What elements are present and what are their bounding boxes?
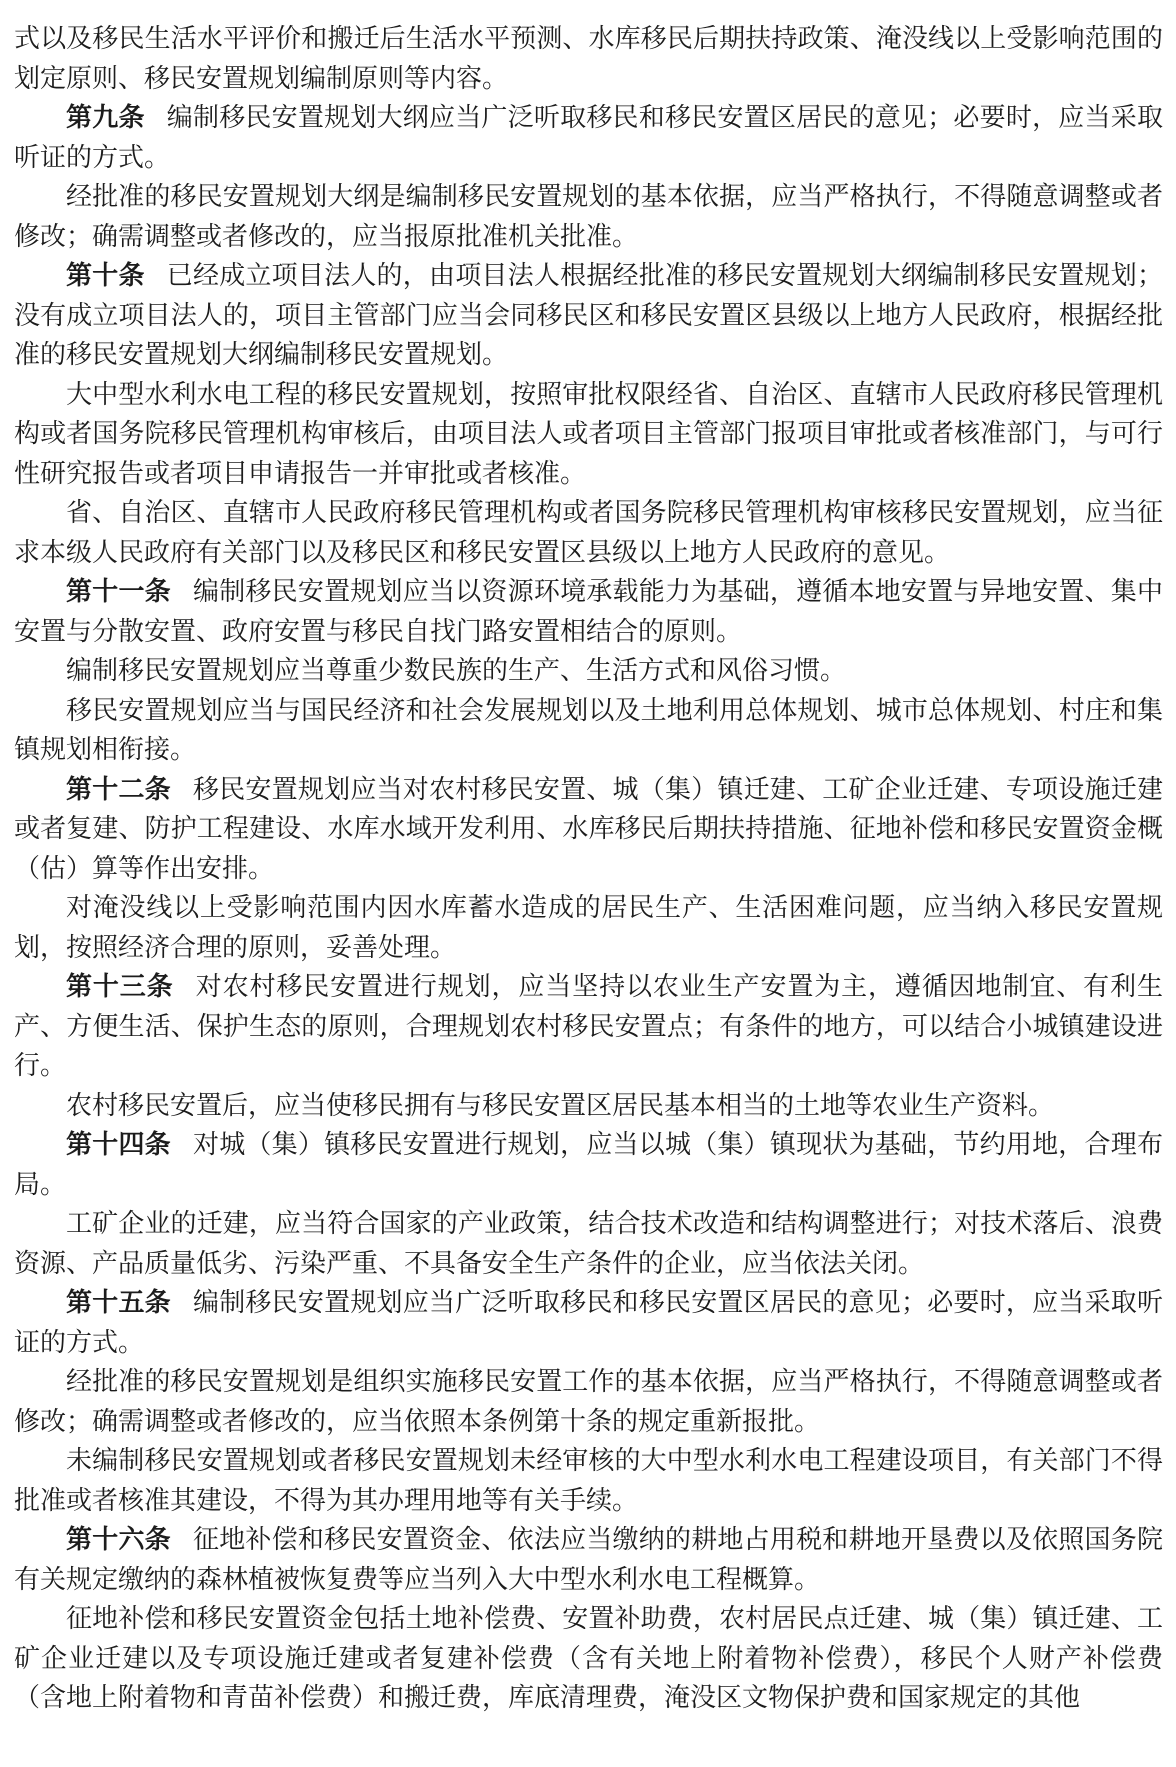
- paragraph-text: 大中型水利水电工程的移民安置规划，按照审批权限经省、自治区、直辖市人民政府移民管理机构或者国务院移民管理机构审核后，由项目法人或者项目主管部门报项目审批或者核准部门，与可行性研究报告或者项目申请报告一并审批或者核准。: [14, 379, 1163, 489]
- paragraph-text: 移民安置规划应当与国民经济和社会发展规划以及土地利用总体规划、城市总体规划、村庄和集镇规划相衔接。: [14, 695, 1163, 765]
- paragraph-text: 对农村移民安置进行规划，应当坚持以农业生产安置为主，遵循因地制宜、有利生产、方便生活、保护生态的原则，合理规划农村移民安置点；有条件的地方，可以结合小城镇建设进行。: [14, 972, 1163, 1081]
- article-number: 第十四条: [66, 1130, 171, 1160]
- paragraph-text: 未编制移民安置规划或者移民安置规划未经审核的大中型水利水电工程建设项目，有关部门不得批准或者核准其建设，不得为其办理用地等有关手续。: [14, 1446, 1163, 1516]
- paragraph: [14, 1126, 1163, 1205]
- paragraph-text: 编制移民安置规划大纲应当广泛听取移民和移民安置区居民的意见；必要时，应当采取听证的方式。: [14, 103, 1163, 173]
- paragraph: [14, 376, 1163, 495]
- paragraph-text: 工矿企业的迁建，应当符合国家的产业政策，结合技术改造和结构调整进行；对技术落后、浪费资源、产品质量低劣、污染严重、不具备安全生产条件的企业，应当依法关闭。: [14, 1209, 1163, 1279]
- paragraph: [14, 257, 1163, 376]
- paragraph-text: 已经成立项目法人的，由项目法人根据经批准的移民安置规划大纲编制移民安置规划；没有成立项目法人的，项目主管部门应当会同移民区和移民安置区县级以上地方人民政府，根据经批准的移民安置规划大纲编制移民安置规划。: [14, 261, 1163, 370]
- article-number: 第十六条: [66, 1525, 171, 1555]
- paragraph-text: 征地补偿和移民安置资金、依法应当缴纳的耕地占用税和耕地开垦费以及依照国务院有关规定缴纳的森林植被恢复费等应当列入大中型水利水电工程概算。: [14, 1525, 1163, 1595]
- paragraph: [14, 652, 1163, 692]
- paragraph: [14, 889, 1163, 968]
- paragraph: [14, 771, 1163, 890]
- paragraph: [14, 1284, 1163, 1363]
- paragraph-text: 经批准的移民安置规划大纲是编制移民安置规划的基本依据，应当严格执行，不得随意调整或者修改；确需调整或者修改的，应当报原批准机关批准。: [14, 182, 1163, 252]
- paragraph: [14, 494, 1163, 573]
- article-number: 第九条: [66, 103, 145, 133]
- article-number: 第十一条: [66, 577, 171, 607]
- article-number: 第十二条: [66, 774, 171, 805]
- paragraph-text: 征地补偿和移民安置资金包括土地补偿费、安置补助费，农村居民点迁建、城（集）镇迁建、工矿企业迁建以及专项设施迁建或者复建补偿费（含有关地上附着物补偿费），移民个人财产补偿费（含地上附着物和青苗补偿费）和搬迁费，库底清理费，淹没区文物保护费和国家规定的其他: [14, 1604, 1163, 1713]
- paragraph-text: 农村移民安置后，应当使移民拥有与移民安置区居民基本相当的土地等农业生产资料。: [66, 1090, 1055, 1121]
- paragraph-text: 经批准的移民安置规划是组织实施移民安置工作的基本依据，应当严格执行，不得随意调整或者修改；确需调整或者修改的，应当依照本条例第十条的规定重新报批。: [14, 1367, 1163, 1437]
- paragraph: [14, 1442, 1163, 1521]
- paragraph-text: 式以及移民生活水平评价和搬迁后生活水平预测、水库移民后期扶持政策、淹没线以上受影响范围的划定原则、移民安置规划编制原则等内容。: [14, 24, 1163, 94]
- paragraph-text: 移民安置规划应当对农村移民安置、城（集）镇迁建、工矿企业迁建、专项设施迁建或者复建、防护工程建设、水库水域开发利用、水库移民后期扶持措施、征地补偿和移民安置资金概（估）算等作出安排。: [14, 774, 1163, 884]
- paragraph: [14, 1205, 1163, 1284]
- paragraph-text: 对城（集）镇移民安置进行规划，应当以城（集）镇现状为基础，节约用地，合理布局。: [14, 1130, 1163, 1200]
- paragraph: [14, 692, 1163, 771]
- paragraph: [14, 20, 1163, 99]
- paragraph: [14, 99, 1163, 178]
- paragraph: [14, 1087, 1163, 1127]
- paragraph: [14, 1363, 1163, 1442]
- paragraph: [14, 1600, 1163, 1719]
- paragraph: [14, 178, 1163, 257]
- document-body: [14, 20, 1163, 1719]
- paragraph-text: 编制移民安置规划应当广泛听取移民和移民安置区居民的意见；必要时，应当采取听证的方式。: [14, 1288, 1163, 1358]
- paragraph: [14, 573, 1163, 652]
- paragraph-text: 编制移民安置规划应当尊重少数民族的生产、生活方式和风俗习惯。: [66, 656, 847, 686]
- article-number: 第十五条: [66, 1288, 171, 1318]
- paragraph-text: 编制移民安置规划应当以资源环境承载能力为基础，遵循本地安置与异地安置、集中安置与分散安置、政府安置与移民自找门路安置相结合的原则。: [14, 577, 1163, 647]
- paragraph: [14, 1521, 1163, 1600]
- paragraph: [14, 968, 1163, 1087]
- article-number: 第十三条: [66, 972, 174, 1002]
- paragraph-text: 对淹没线以上受影响范围内因水库蓄水造成的居民生产、生活困难问题，应当纳入移民安置规划，按照经济合理的原则，妥善处理。: [14, 893, 1163, 963]
- paragraph-text: 省、自治区、直辖市人民政府移民管理机构或者国务院移民管理机构审核移民安置规划，应当征求本级人民政府有关部门以及移民区和移民安置区县级以上地方人民政府的意见。: [14, 498, 1163, 568]
- article-number: 第十条: [66, 261, 145, 291]
